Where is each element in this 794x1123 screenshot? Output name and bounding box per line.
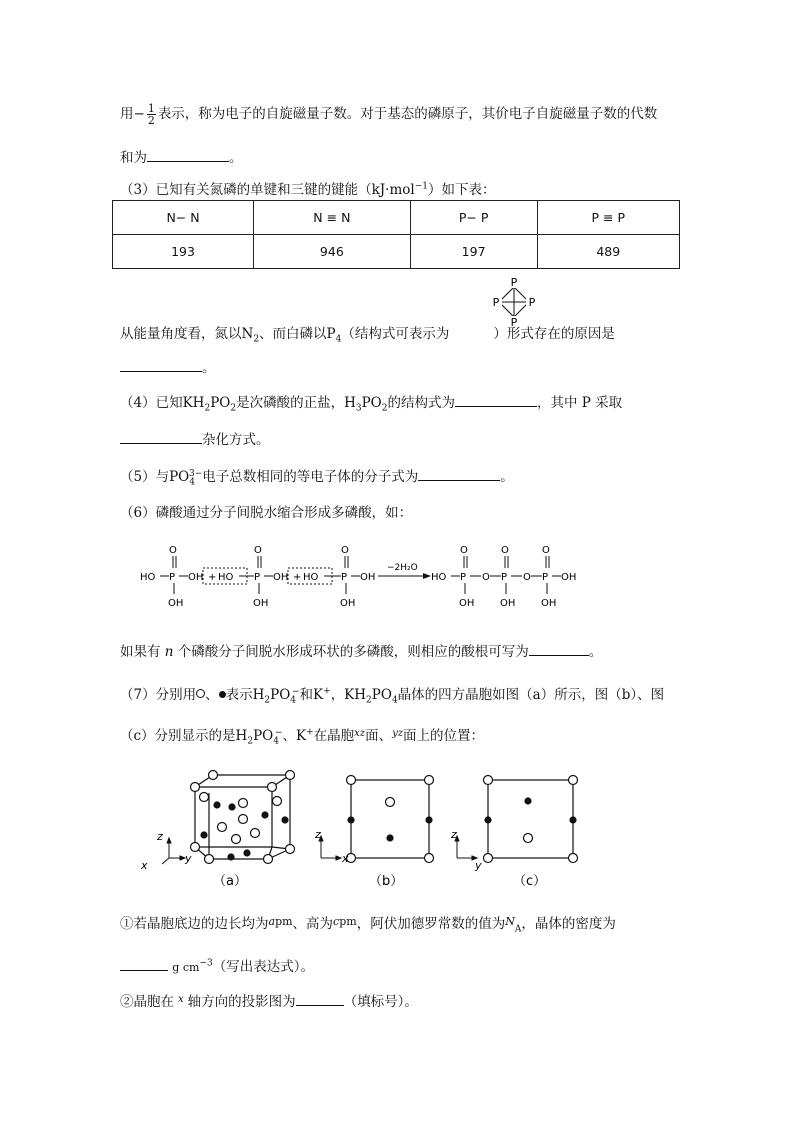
text: ）如下表：	[428, 182, 496, 198]
axis-label-z: z	[451, 828, 457, 841]
subscript: A	[514, 924, 522, 935]
superscript: −3	[199, 958, 213, 969]
q2-line1	[120, 102, 657, 126]
variable-a: a	[268, 915, 276, 928]
phosphorus-label: P	[501, 572, 508, 583]
text: 、而白磷以P	[259, 326, 336, 342]
hydroxyl-label: OH	[188, 572, 204, 583]
subscript: 2	[204, 403, 211, 414]
table-cell: 197	[410, 235, 537, 269]
plane-yz: yz	[392, 728, 403, 739]
axes-icon	[455, 836, 477, 860]
subscript: 4	[273, 736, 279, 747]
hydroxyl-label: HO	[140, 572, 156, 583]
answer-blank[interactable]	[296, 991, 344, 1006]
phosphorus-label: P	[460, 572, 467, 583]
superscript: −	[292, 686, 300, 697]
hydroxyl-label: HO	[303, 572, 319, 583]
superscript: 3−	[188, 468, 203, 479]
subscript: 4	[335, 334, 342, 345]
q7-sub1-line1	[120, 912, 616, 935]
oxygen-label: O	[341, 545, 349, 556]
q3-intro	[120, 178, 496, 198]
text: （4）已知KH	[120, 395, 205, 411]
subscript: 2	[264, 695, 271, 706]
superscript: +	[306, 727, 314, 738]
text: 。	[588, 644, 603, 660]
text: PO	[210, 395, 231, 411]
subscript: 2	[247, 736, 254, 747]
text: ，晶体的密度为	[521, 916, 616, 932]
phosphorus-label: P	[169, 572, 176, 583]
text: 和为	[120, 150, 147, 166]
answer-blank[interactable]	[418, 466, 500, 481]
unit: pm	[275, 915, 293, 928]
superscript: +	[323, 686, 331, 697]
axes-icon	[319, 836, 341, 860]
item-number: ②	[120, 994, 134, 1010]
arrow-head	[423, 573, 431, 579]
text: 表示H	[225, 687, 265, 703]
answer-blank[interactable]	[120, 357, 202, 372]
axes-icon	[162, 838, 185, 864]
text: 面上的位置：	[403, 728, 484, 744]
fraction-numerator: 1	[147, 102, 155, 115]
hydroxyl-label: OH	[561, 572, 577, 583]
figure-a-unit-cell	[191, 771, 295, 864]
item-number: ①	[120, 916, 134, 932]
oxygen-label: O	[542, 545, 550, 556]
superscript: −	[274, 727, 283, 738]
bond-energy-table	[112, 200, 680, 269]
q4-line2	[120, 428, 270, 448]
hydroxyl-label: HO	[431, 572, 447, 583]
figure-label-b: （b）	[369, 874, 404, 889]
phosphorus-label: P	[542, 572, 549, 583]
polyphosphoric-acid-equation	[135, 540, 605, 612]
hydroxyl-label: OH	[541, 598, 557, 609]
hydroxyl-label: OH	[253, 598, 269, 609]
subscript: 2	[253, 334, 260, 345]
axis-label-z: z	[157, 830, 163, 843]
table-header-cell: N ≡ N	[254, 201, 411, 235]
hydroxyl-label: HO	[218, 572, 234, 583]
text: 面、	[365, 728, 393, 744]
answer-blank[interactable]	[455, 392, 537, 407]
q3-answer-line	[120, 356, 216, 376]
figure-label-c: （c）	[513, 874, 547, 889]
text: ，其中 P 采取	[536, 395, 623, 411]
hydroxyl-label: OH	[459, 598, 475, 609]
axis-label-x: x	[141, 859, 148, 872]
text: 和K	[299, 687, 324, 703]
atom-label: P	[492, 296, 500, 309]
subscript: 4	[290, 695, 296, 706]
q7-line2	[120, 724, 484, 747]
oxygen-label: O	[482, 572, 490, 583]
oxygen-label: O	[501, 545, 509, 556]
text: 是次磷酸的正盐，H	[236, 395, 356, 411]
answer-blank[interactable]	[529, 641, 589, 656]
answer-blank[interactable]	[120, 429, 202, 444]
p4-structure-diagram	[486, 273, 542, 329]
text: （结构式可表示为	[341, 326, 450, 342]
variable-c: c	[333, 915, 340, 928]
filled-dot-icon	[219, 691, 226, 698]
text: PO	[361, 395, 382, 411]
table-cell: 489	[537, 235, 679, 269]
axis-label-y: y	[475, 859, 482, 872]
text: （c）分别显示的是H	[120, 728, 248, 744]
oxygen-label: O	[460, 545, 468, 556]
axis-label-x: x	[342, 852, 349, 865]
phosphorus-label: P	[254, 572, 261, 583]
table-cell: 193	[113, 235, 254, 269]
subscript: 3	[355, 403, 362, 414]
q2-line2	[120, 146, 243, 166]
minus-sign: −	[133, 106, 145, 122]
figure-b-xz-plane	[347, 776, 434, 863]
table-header-cell: N− N	[113, 201, 254, 235]
axis-label-y: y	[185, 852, 192, 865]
subscript: 2	[366, 695, 372, 706]
text: 、高为	[292, 916, 334, 932]
atom-label: P	[510, 316, 518, 329]
text: （7）分别用	[120, 687, 197, 703]
variable-x: x	[178, 994, 184, 1005]
table-row	[113, 235, 680, 269]
text: （填标号）。	[343, 994, 418, 1010]
unit-text: g cm	[172, 961, 200, 974]
q4-line1	[120, 391, 622, 414]
text: 、	[205, 687, 219, 703]
subscript: 2	[381, 403, 388, 414]
text: （6）磷酸通过分子间脱水缩合形成多磷酸，如：	[120, 505, 413, 521]
fraction-denominator: 2	[147, 114, 155, 127]
text: 、K	[282, 728, 307, 744]
text: 表示，称为电子的自旋磁量子数。对于基态的磷原子，其价电子自旋磁量子数的代数	[157, 106, 658, 122]
text: （3）已知有关氮磷的单键和三键的键能（kJ·mol	[120, 182, 415, 198]
figure-c-yz-plane	[484, 776, 578, 863]
text: PO	[253, 728, 274, 744]
q6-intro	[120, 501, 412, 521]
text: 个磷酸分子间脱水形成环状的多磷酸，则相应的酸根可写为	[177, 644, 529, 660]
text: 晶体的四方晶胞如图（a）所示，图（b）、图	[397, 687, 665, 703]
text: 。	[229, 150, 243, 166]
text: PO	[270, 687, 291, 703]
phosphorus-label: P	[341, 572, 348, 583]
text: ）形式存在的原因是	[493, 326, 615, 342]
crystal-cell-figures	[135, 765, 595, 895]
text: 的结构式为	[387, 395, 455, 411]
q7-sub2-line	[120, 990, 418, 1010]
text: 杂化方式。	[202, 432, 270, 448]
unit: pm	[339, 915, 357, 928]
hydroxyl-label: OH	[273, 572, 289, 583]
text: ，阿伏加德罗常数的值为	[356, 916, 506, 932]
text: 轴方向的投影图为	[187, 994, 296, 1010]
text: 若晶胞底边的边长均为	[133, 916, 269, 932]
text: 如果有	[120, 644, 161, 660]
text: 。	[500, 469, 514, 485]
q6-question	[120, 640, 602, 660]
fraction	[147, 103, 156, 126]
text: （写出表达式）。	[212, 959, 314, 975]
hydroxyl-label: OH	[360, 572, 376, 583]
figure-label-a: （a）	[213, 874, 247, 889]
text: PO	[371, 687, 392, 703]
hydroxyl-label: OH	[340, 598, 356, 609]
variable-NA: N	[505, 915, 515, 928]
arrow-label: −2H₂O	[387, 563, 418, 573]
text: 在晶胞	[313, 728, 355, 744]
table-cell: 946	[254, 235, 411, 269]
superscript: −1	[414, 181, 428, 192]
open-circle-icon	[196, 689, 205, 698]
plane-xz: xz	[354, 728, 366, 739]
q5-line	[120, 465, 514, 488]
answer-blank[interactable]	[120, 956, 168, 971]
q7-line1	[120, 683, 664, 706]
hydroxyl-label: OH	[500, 598, 516, 609]
subscript: 4	[391, 695, 398, 706]
plus-sign: +	[293, 572, 302, 583]
text: 用	[120, 106, 134, 122]
hydroxyl-label: OH	[168, 598, 184, 609]
text: 晶胞在	[133, 994, 174, 1010]
table-header-cell: P− P	[410, 201, 537, 235]
text: ，KH	[330, 687, 367, 703]
plus-sign: +	[208, 572, 217, 583]
table-header-cell: P ≡ P	[537, 201, 679, 235]
oxygen-label: O	[254, 545, 262, 556]
table-header-row	[113, 201, 680, 235]
atom-label: P	[510, 276, 518, 289]
subscript: 4	[189, 477, 195, 488]
q3-question	[120, 322, 615, 345]
atom-label: P	[528, 296, 536, 309]
oxygen-label: O	[169, 545, 177, 556]
text: 电子总数相同的等电子体的分子式为	[202, 469, 419, 485]
answer-blank[interactable]	[147, 147, 229, 162]
axis-label-z: z	[315, 828, 321, 841]
text: 。	[202, 360, 216, 376]
subscript: 2	[230, 403, 237, 414]
text: 从能量角度看，氮以N	[120, 326, 254, 342]
variable-n: n	[164, 644, 174, 660]
q7-sub1-line2	[120, 955, 314, 975]
oxygen-label: O	[523, 572, 531, 583]
text: （5）与PO	[120, 469, 190, 485]
